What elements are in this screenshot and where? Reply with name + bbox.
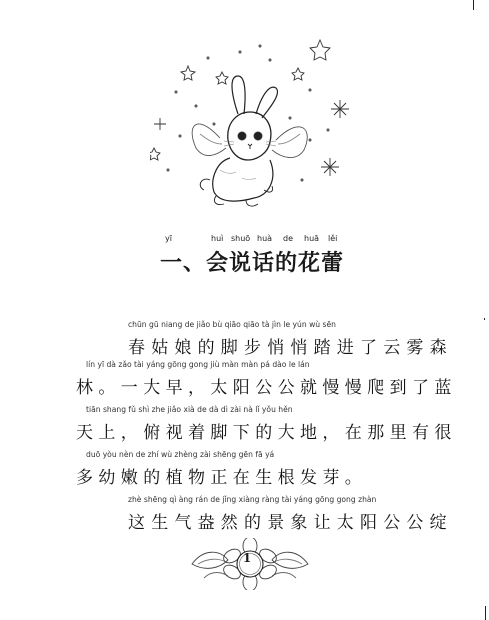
crop-mark-top-right: [473, 0, 474, 10]
crop-mark-right-mid: [484, 318, 485, 320]
chinese-line: 天上，俯视着脚下的大地，在那里有很: [76, 423, 457, 443]
pinyin-line: chūn gū niang de jiǎo bù qiāo qiāo tà jìn le yún wù sēn: [128, 320, 336, 329]
crop-mark-bottom-right: [485, 606, 486, 620]
title-text: 一、会说话的花蕾: [160, 251, 345, 276]
sparkle-icon: [331, 100, 349, 118]
chinese-line: 多幼嫩的植物正在生根发芽。: [76, 468, 368, 488]
chinese-line: 林。一大早，太阳公公就慢慢爬到了蓝: [76, 378, 457, 398]
sparkle-icon: [154, 118, 166, 130]
page-number: 1: [242, 551, 252, 565]
pinyin-line: lín yī dà zǎo tài yáng gōng gong jiù màn màn pá dào le lán: [86, 360, 310, 369]
winged-bunny-illustration: [150, 30, 350, 220]
title-pinyin: huā: [304, 234, 320, 243]
sparkle-icon: [321, 158, 339, 176]
chinese-line: 这生气盎然的景象让太阳公公绽: [128, 513, 453, 533]
title-pinyin: shuō: [231, 234, 251, 243]
title-pinyin: de: [283, 234, 293, 243]
chinese-line: 春姑娘的脚步悄悄踏进了云雾森: [128, 338, 453, 358]
pinyin-line: tiān shang fǔ shì zhe jiǎo xià de dà dì zài nà lǐ yǒu hěn: [86, 405, 293, 414]
star-icon: [150, 148, 160, 160]
star-icon: [216, 72, 228, 84]
star-icon: [181, 66, 195, 80]
title-pinyin: lěi: [328, 234, 338, 243]
title-pinyin: huà: [257, 234, 273, 243]
title-pinyin: yī: [165, 234, 172, 243]
title-pinyin: huì: [211, 234, 224, 243]
star-icon: [292, 68, 304, 80]
pinyin-line: duō yòu nèn de zhí wù zhèng zài shēng gēn fā yá: [86, 450, 275, 459]
star-icon: [310, 40, 330, 60]
pinyin-line: zhè shēng qì àng rán de jǐng xiàng ràng tài yáng gōng gong zhàn: [128, 495, 377, 504]
title-pinyin-row: [0, 234, 489, 246]
